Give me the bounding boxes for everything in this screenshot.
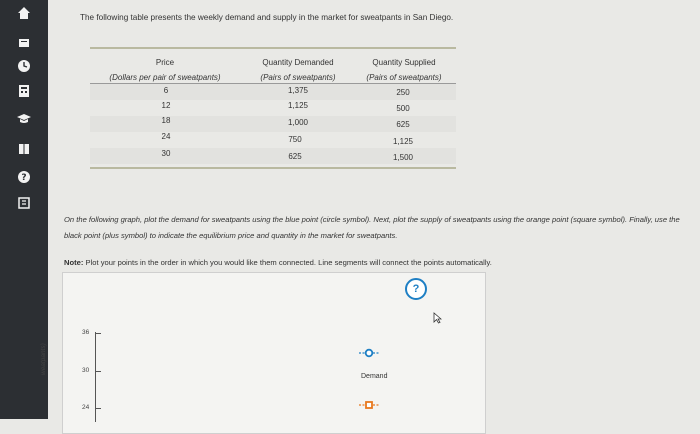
supply-cell: 1,125 <box>392 137 414 146</box>
demand-cell: 625 <box>288 152 302 161</box>
y-axis-label: weatpants) <box>40 343 47 375</box>
demand-cell: 1,125 <box>287 101 309 110</box>
note-text <box>64 255 684 271</box>
y-tick-mark <box>95 408 101 409</box>
main-content <box>40 0 700 419</box>
note-label: Note: <box>64 258 84 267</box>
demand-legend-label: Demand <box>361 373 388 380</box>
price-cell: 18 <box>161 116 171 125</box>
table-bottom-rule <box>90 167 456 169</box>
y-tick-mark <box>95 333 101 334</box>
price-cell: 30 <box>161 149 171 158</box>
demand-point-tool[interactable] <box>358 345 380 355</box>
help-icon[interactable]: ? <box>405 278 427 300</box>
demand-cell: 1,375 <box>287 86 309 95</box>
price-cell: 12 <box>161 101 171 110</box>
demand-cell: 750 <box>288 135 302 144</box>
home-icon[interactable] <box>13 2 35 24</box>
note-body: Plot your points in the order in which you would like them connected. Line segments will connect the points automatically. <box>85 258 492 267</box>
svg-text:?: ? <box>21 173 27 183</box>
table-top-rule <box>90 47 456 49</box>
demand-cell: 1,000 <box>287 118 309 127</box>
pencil-icon[interactable] <box>13 32 35 54</box>
help-circle-icon[interactable] <box>13 166 35 188</box>
y-tick-label: 36 <box>82 329 90 336</box>
supply-cell: 1,500 <box>392 153 414 162</box>
price-header: Price (Dollars per pair of sweatpants) <box>109 58 221 82</box>
quantity-demanded-header: Quantity Demanded (Pairs of sweatpants) <box>260 58 336 82</box>
graduation-cap-icon[interactable] <box>13 108 35 130</box>
y-tick-mark <box>95 371 101 372</box>
supply-cell: 500 <box>396 104 410 113</box>
supply-cell: 250 <box>396 88 410 97</box>
price-cell: 6 <box>163 86 169 95</box>
supply-point-tool[interactable] <box>358 397 380 407</box>
y-tick-label: 30 <box>82 367 90 374</box>
price-cell: 24 <box>161 132 171 141</box>
clock-icon[interactable] <box>13 55 35 77</box>
bookmark-icon[interactable] <box>13 192 35 214</box>
intro-text: The following table presents the weekly demand and supply in the market for sweatpants in San Diego. <box>80 13 454 22</box>
supply-cell: 625 <box>396 120 410 129</box>
book-icon[interactable] <box>13 138 35 160</box>
cursor-arrow-icon <box>433 312 442 327</box>
calculator-icon[interactable] <box>13 80 35 102</box>
graph-instructions: On the following graph, plot the demand for sweatpants using the blue point (circle symbol). Next, plot the supply of sweatpants using the orange point (square symbol). Finally, use the black point (plus symbol) to indicate the equilibrium price and quantity in the market for sweatpants. <box>64 215 680 240</box>
quantity-supplied-header: Quantity Supplied (Pairs of sweatpants) <box>366 58 442 82</box>
y-tick-label: 24 <box>82 404 90 411</box>
